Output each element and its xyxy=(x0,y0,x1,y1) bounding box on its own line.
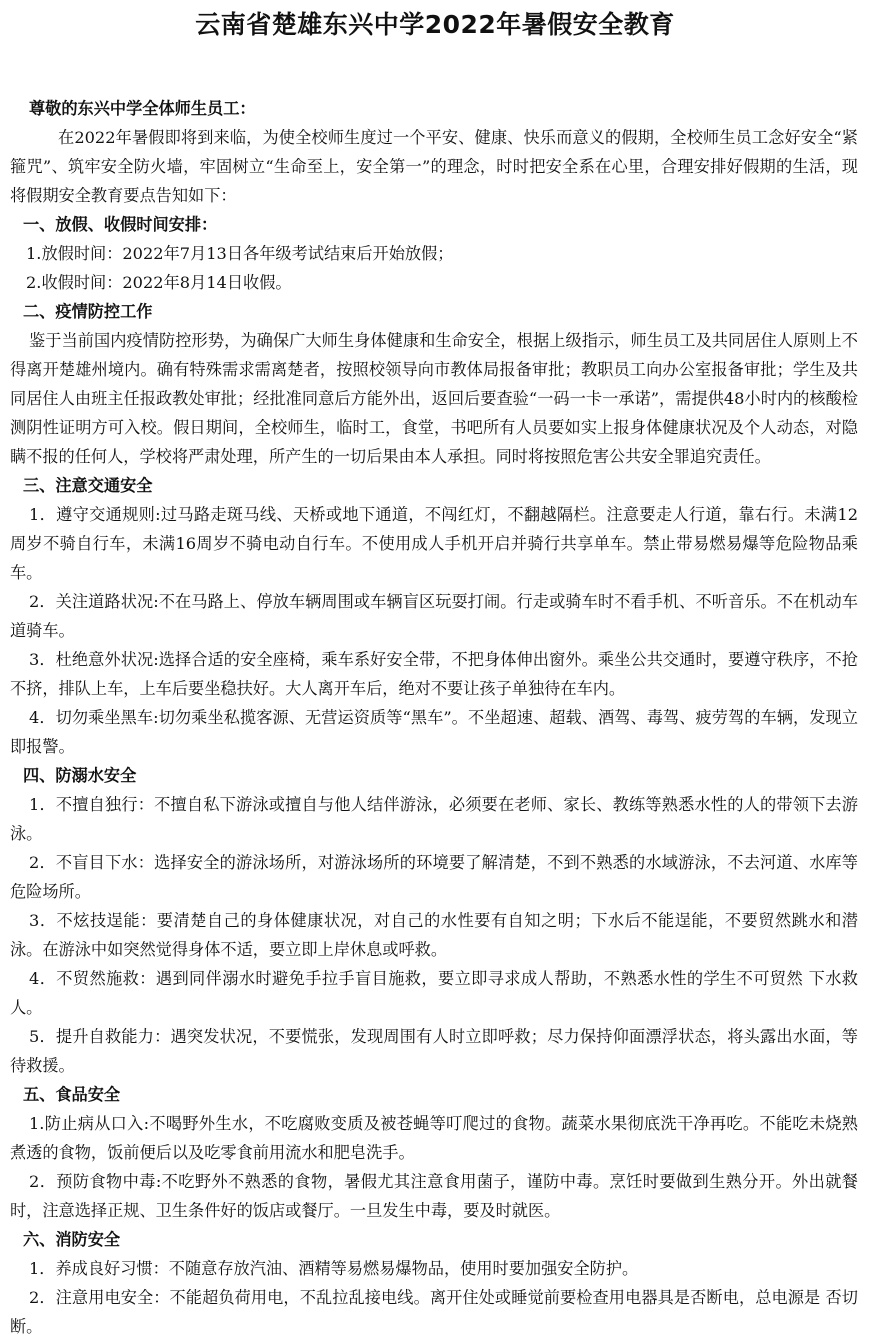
fire-item-1: 1．养成良好习惯：不随意存放汽油、酒精等易燃易爆物品，使用时要加强安全防护。 xyxy=(29,1259,639,1278)
traffic-item-2: 2．关注道路状况:不在马路上、停放车辆周围或车辆盲区玩耍打闹。行走或骑车时不看手机、不听音乐。不在机动车道骑车。 xyxy=(10,592,858,640)
drowning-item-5: 5．提升自救能力：遇突发状况，不要慌张，发现周围有人时立即呼救；尽力保持仰面漂浮状态，将头露出水面，等待救援。 xyxy=(10,1027,858,1075)
section-heading-epidemic: 二、疫情防控工作 xyxy=(23,302,153,321)
food-item-2: 2．预防食物中毒:不吃野外不熟悉的食物，暑假尤其注意食用菌子，谨防中毒。烹饪时要做到生熟分开。外出就餐时，注意选择正规、卫生条件好的饭店或餐厅。一旦发生中毒，要及时就医。 xyxy=(10,1172,858,1220)
drowning-item-4: 4．不贸然施救：遇到同伴溺水时避免手拉手盲目施救，要立即寻求成人帮助，不熟悉水性的学生不可贸然 下水救人。 xyxy=(10,969,858,1017)
greeting: 尊敬的东兴中学全体师生员工： xyxy=(29,99,256,118)
document-body xyxy=(10,94,858,1341)
drowning-item-3: 3．不炫技逞能：要清楚自己的身体健康状况，对自己的水性要有自知之明；下水后不能逞能，不要贸然跳水和潜泳。在游泳中如突然觉得身体不适，要立即上岸休息或呼救。 xyxy=(10,911,858,959)
drowning-item-2: 2．不盲目下水：选择安全的游泳场所，对游泳场所的环境要了解清楚，不到不熟悉的水域游泳，不去河道、水库等危险场所。 xyxy=(10,853,858,901)
epidemic-paragraph: 鉴于当前国内疫情防控形势，为确保广大师生身体健康和生命安全，根据上级指示，师生员工及共同居住人原则上不得离开楚雄州境内。确有特殊需求需离楚者，按照校领导向市教体局报备审批；教职员工向办公室报备审批；学生及共同居住人由班主任报政教处审批；经批准同意后方能外出，返回后要查验“一码一卡一承诺”，需提供48小时内的核酸检测阴性证明方可入校。假日期间，全校师生，临时工，食堂，书吧所有人员要如实上报身体健康状况及个人动态，对隐瞒不报的任何人，学校将严肃处理，所产生的一切后果由本人承担。同时将按照危害公共安全罪追究责任。 xyxy=(10,331,858,466)
document-title: 云南省楚雄东兴中学2022年暑假安全教育 xyxy=(195,10,675,39)
section-heading-food: 五、食品安全 xyxy=(23,1085,121,1104)
schedule-item-2: 2.收假时间：2022年8月14日收假。 xyxy=(26,273,292,292)
section-heading-fire: 六、消防安全 xyxy=(23,1230,121,1249)
traffic-item-1: 1．遵守交通规则:过马路走斑马线、天桥或地下通道，不闯红灯，不翻越隔栏。注意要走人行道，靠右行。未满12周岁不骑自行车，未满16周岁不骑电动自行车。不使用成人手机开启并骑行共享单车。禁止带易燃易爆等危险物品乘车。 xyxy=(10,505,858,582)
section-heading-traffic: 三、注意交通安全 xyxy=(23,476,153,495)
fire-item-2: 2．注意用电安全：不能超负荷用电，不乱拉乱接电线。离开住处或睡觉前要检查用电器具是否断电，总电源是 否切断。 xyxy=(10,1288,858,1336)
section-heading-schedule: 一、放假、收假时间安排： xyxy=(23,215,218,234)
traffic-item-3: 3．杜绝意外状况:选择合适的安全座椅，乘车系好安全带，不把身体伸出窗外。乘坐公共交通时，要遵守秩序，不抢不挤，排队上车，上车后要坐稳扶好。大人离开车后，绝对不要让孩子单独待在车内。 xyxy=(10,650,858,698)
section-heading-drowning: 四、防溺水安全 xyxy=(23,766,137,785)
schedule-item-1: 1.放假时间：2022年7月13日各年级考试结束后开始放假； xyxy=(26,244,454,263)
food-item-1: 1.防止病从口入:不喝野外生水，不吃腐败变质及被苍蝇等叮爬过的食物。蔬菜水果彻底洗干净再吃。不能吃未烧熟煮透的食物，饭前便后以及吃零食前用流水和肥皂洗手。 xyxy=(10,1114,858,1162)
intro-paragraph: 在2022年暑假即将到来临，为使全校师生度过一个平安、健康、快乐而意义的假期，全校师生员工念好安全“紧箍咒”、筑牢安全防火墙，牢固树立“生命至上，安全第一”的理念，时时把安全系在心里，合理安排好假期的生活，现将假期安全教育要点告知如下： xyxy=(10,128,858,205)
drowning-item-1: 1．不擅自独行：不擅自私下游泳或擅自与他人结伴游泳，必须要在老师、家长、教练等熟悉水性的人的带领下去游泳。 xyxy=(10,795,858,843)
traffic-item-4: 4．切勿乘坐黑车:切勿乘坐私揽客源、无营运资质等“黑车”。不坐超速、超载、酒驾、毒驾、疲劳驾的车辆，发现立即报警。 xyxy=(10,708,858,756)
